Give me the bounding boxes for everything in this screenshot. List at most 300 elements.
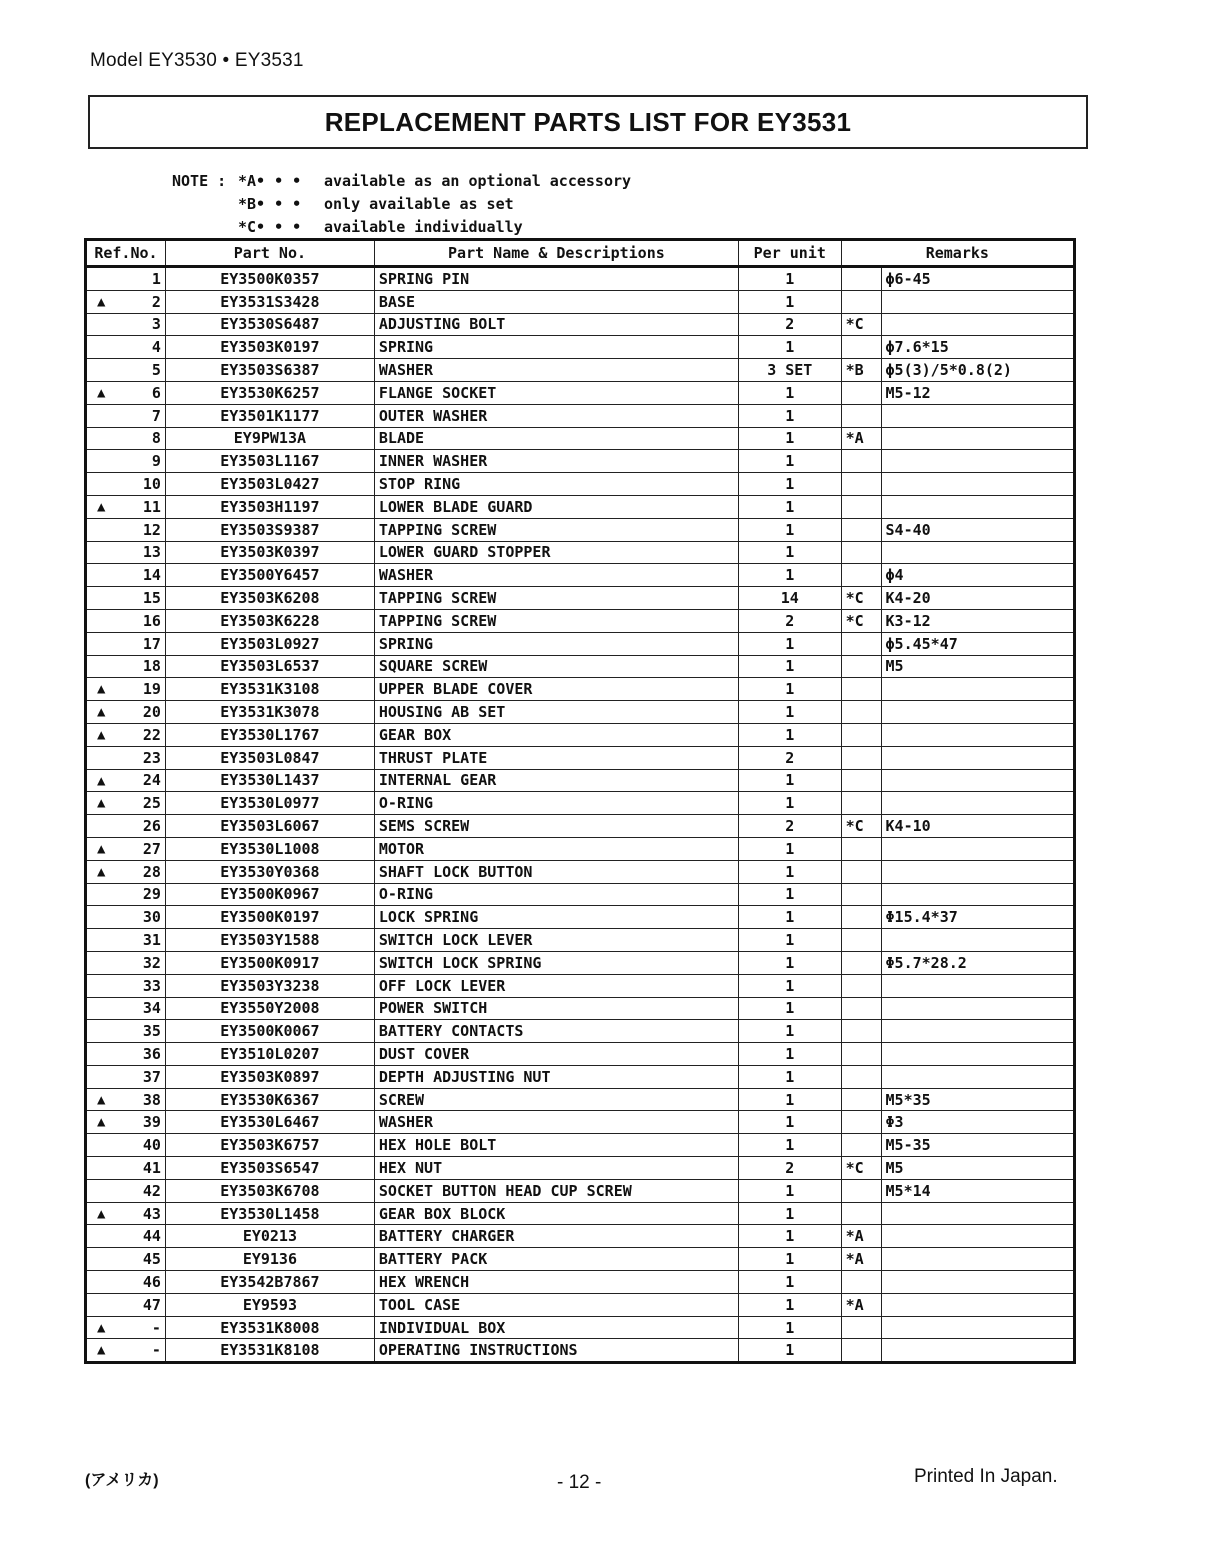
part-name-cell: HEX HOLE BOLT [374, 1134, 738, 1157]
part-name-cell: LOWER GUARD STOPPER [374, 541, 738, 564]
page-number: - 12 - [557, 1472, 602, 1493]
part-no-cell: EY3503K6208 [165, 587, 374, 610]
table-row [86, 359, 1075, 382]
remark-cell: Φ15.4*37 [881, 906, 1074, 929]
ref-cell [86, 1271, 166, 1294]
part-name-cell: DUST COVER [374, 1043, 738, 1066]
per-unit-cell: 1 [738, 860, 841, 883]
remark-code-cell [841, 518, 881, 541]
part-no-cell: EY3530L1767 [165, 723, 374, 746]
remark-cell [881, 1020, 1074, 1043]
ref-number: 11 [142, 497, 161, 516]
remark-code-cell: *A [841, 1225, 881, 1248]
table-row [86, 564, 1075, 587]
remark-cell [881, 541, 1074, 564]
per-unit-cell: 1 [738, 1293, 841, 1316]
part-no-cell: EY3503K0897 [165, 1065, 374, 1088]
remark-code-cell: *C [841, 313, 881, 336]
remark-cell: M5-35 [881, 1134, 1074, 1157]
remark-code-cell [841, 450, 881, 473]
part-name-cell: WASHER [374, 1111, 738, 1134]
triangle-marker-icon: ▲ [97, 498, 106, 515]
table-row [86, 860, 1075, 883]
remark-code-cell [841, 1271, 881, 1294]
table-row [86, 769, 1075, 792]
ref-number: 27 [142, 839, 161, 858]
remark-cell: K4-10 [881, 815, 1074, 838]
remark-code-cell [841, 1179, 881, 1202]
per-unit-cell: 1 [738, 1020, 841, 1043]
col-header-ref: Ref.No. [86, 240, 166, 267]
ref-cell [86, 587, 166, 610]
ref-number: 4 [151, 338, 161, 357]
ref-cell [86, 883, 166, 906]
table-header-row [86, 240, 1075, 267]
per-unit-cell: 1 [738, 1339, 841, 1363]
ref-number: 38 [142, 1090, 161, 1109]
per-unit-cell: 1 [738, 1111, 841, 1134]
ref-number: 17 [142, 634, 161, 653]
remark-code-cell [841, 473, 881, 496]
table-row [86, 1020, 1075, 1043]
part-name-cell: STOP RING [374, 473, 738, 496]
title-box [88, 95, 1088, 149]
part-name-cell: BATTERY PACK [374, 1248, 738, 1271]
ref-number: 9 [151, 452, 161, 471]
part-name-cell: SPRING [374, 632, 738, 655]
triangle-marker-icon: ▲ [97, 1205, 106, 1222]
remark-cell [881, 929, 1074, 952]
remark-code-cell [841, 1134, 881, 1157]
remark-code-cell [841, 1111, 881, 1134]
triangle-marker-icon: ▲ [97, 840, 106, 857]
ref-cell [86, 1043, 166, 1066]
per-unit-cell: 2 [738, 609, 841, 632]
ref-cell [86, 678, 166, 701]
ref-number: 7 [151, 406, 161, 425]
per-unit-cell: 1 [738, 1202, 841, 1225]
ref-cell [86, 769, 166, 792]
ref-cell [86, 1202, 166, 1225]
col-header-part-no: Part No. [165, 240, 374, 267]
ref-number: 5 [151, 361, 161, 380]
remark-cell [881, 404, 1074, 427]
part-no-cell: EY3500K0357 [165, 267, 374, 291]
remark-code-cell: *A [841, 1293, 881, 1316]
remark-code-cell [841, 1202, 881, 1225]
per-unit-cell: 1 [738, 473, 841, 496]
remark-cell [881, 450, 1074, 473]
per-unit-cell: 1 [738, 450, 841, 473]
per-unit-cell: 2 [738, 746, 841, 769]
table-row [86, 723, 1075, 746]
per-unit-cell: 2 [738, 815, 841, 838]
remark-code-cell [841, 929, 881, 952]
part-no-cell: EY9593 [165, 1293, 374, 1316]
ref-cell [86, 359, 166, 382]
per-unit-cell: 1 [738, 427, 841, 450]
part-name-cell: LOCK SPRING [374, 906, 738, 929]
part-no-cell: EY3531K8108 [165, 1339, 374, 1363]
per-unit-cell: 1 [738, 792, 841, 815]
triangle-marker-icon: ▲ [97, 1091, 106, 1108]
ref-number: 47 [142, 1295, 161, 1314]
per-unit-cell: 1 [738, 906, 841, 929]
ref-cell [86, 997, 166, 1020]
part-name-cell: BASE [374, 290, 738, 313]
ref-number: 41 [142, 1158, 161, 1177]
remark-cell [881, 678, 1074, 701]
remark-code-cell [841, 997, 881, 1020]
remark-code-cell [841, 746, 881, 769]
per-unit-cell: 1 [738, 1043, 841, 1066]
part-name-cell: POWER SWITCH [374, 997, 738, 1020]
table-row [86, 381, 1075, 404]
remark-code-cell: *A [841, 1248, 881, 1271]
part-name-cell: DEPTH ADJUSTING NUT [374, 1065, 738, 1088]
per-unit-cell: 1 [738, 837, 841, 860]
ref-number: 13 [142, 543, 161, 562]
table-row [86, 1316, 1075, 1339]
triangle-marker-icon: ▲ [97, 1114, 106, 1131]
table-row [86, 1179, 1075, 1202]
remark-code-cell [841, 1043, 881, 1066]
part-no-cell: EY3503L6537 [165, 655, 374, 678]
per-unit-cell: 1 [738, 1248, 841, 1271]
ref-number: 16 [142, 611, 161, 630]
part-name-cell: SPRING [374, 336, 738, 359]
per-unit-cell: 1 [738, 883, 841, 906]
ref-cell [86, 974, 166, 997]
part-name-cell: WASHER [374, 564, 738, 587]
per-unit-cell: 1 [738, 701, 841, 724]
part-no-cell: EY3510L0207 [165, 1043, 374, 1066]
part-name-cell: O-RING [374, 792, 738, 815]
remark-cell: ϕ4 [881, 564, 1074, 587]
part-name-cell: LOWER BLADE GUARD [374, 495, 738, 518]
table-row [86, 495, 1075, 518]
ref-cell [86, 1134, 166, 1157]
ref-cell [86, 267, 166, 291]
part-name-cell: SOCKET BUTTON HEAD CUP SCREW [374, 1179, 738, 1202]
remark-code-cell [841, 860, 881, 883]
part-name-cell: BLADE [374, 427, 738, 450]
part-name-cell: SWITCH LOCK LEVER [374, 929, 738, 952]
part-name-cell: MOTOR [374, 837, 738, 860]
part-no-cell: EY3503H1197 [165, 495, 374, 518]
triangle-marker-icon: ▲ [97, 704, 106, 721]
remark-code-cell [841, 1020, 881, 1043]
ref-cell [86, 564, 166, 587]
ref-cell [86, 701, 166, 724]
per-unit-cell: 1 [738, 655, 841, 678]
ref-number: 8 [151, 429, 161, 448]
part-no-cell: EY3503L1167 [165, 450, 374, 473]
ref-cell [86, 336, 166, 359]
part-name-cell: GEAR BOX [374, 723, 738, 746]
ref-cell [86, 1248, 166, 1271]
triangle-marker-icon: ▲ [97, 772, 106, 789]
part-name-cell: TAPPING SCREW [374, 587, 738, 610]
remark-cell [881, 1065, 1074, 1088]
remark-code-cell [841, 1088, 881, 1111]
ref-number: 10 [142, 475, 161, 494]
table-row [86, 518, 1075, 541]
part-no-cell: EY3500K0917 [165, 951, 374, 974]
remark-cell: K4-20 [881, 587, 1074, 610]
table-row [86, 609, 1075, 632]
remark-code-cell [841, 723, 881, 746]
part-name-cell: BATTERY CONTACTS [374, 1020, 738, 1043]
col-header-per-unit: Per unit [738, 240, 841, 267]
table-row [86, 336, 1075, 359]
ref-number: 40 [142, 1136, 161, 1155]
part-no-cell: EY3503K6757 [165, 1134, 374, 1157]
table-row [86, 427, 1075, 450]
part-no-cell: EY3500K0067 [165, 1020, 374, 1043]
part-name-cell: OFF LOCK LEVER [374, 974, 738, 997]
ref-cell [86, 792, 166, 815]
table-row [86, 678, 1075, 701]
remark-cell [881, 837, 1074, 860]
ref-cell [86, 473, 166, 496]
ref-cell [86, 655, 166, 678]
remark-cell [881, 701, 1074, 724]
part-name-cell: HOUSING AB SET [374, 701, 738, 724]
remark-cell [881, 1225, 1074, 1248]
part-no-cell: EY3503L6067 [165, 815, 374, 838]
remark-code-cell [841, 655, 881, 678]
part-no-cell: EY9PW13A [165, 427, 374, 450]
per-unit-cell: 1 [738, 632, 841, 655]
part-no-cell: EY3531S3428 [165, 290, 374, 313]
table-row [86, 883, 1075, 906]
footer-region-label: (アメリカ) [85, 1472, 159, 1489]
part-name-cell: BATTERY CHARGER [374, 1225, 738, 1248]
remark-cell: ϕ6-45 [881, 267, 1074, 291]
ref-cell [86, 541, 166, 564]
part-no-cell: EY3503L0927 [165, 632, 374, 655]
triangle-marker-icon: ▲ [97, 681, 106, 698]
ref-number: 34 [142, 999, 161, 1018]
note-prefix [172, 193, 238, 216]
part-no-cell: EY3530K6257 [165, 381, 374, 404]
part-name-cell: TOOL CASE [374, 1293, 738, 1316]
ref-number: 18 [142, 657, 161, 676]
part-name-cell: SEMS SCREW [374, 815, 738, 838]
ref-cell [86, 427, 166, 450]
ref-number: 36 [142, 1044, 161, 1063]
ref-number: 37 [142, 1067, 161, 1086]
note-text: only available as set [324, 195, 514, 213]
ref-number: 2 [151, 292, 161, 311]
table-row [86, 473, 1075, 496]
per-unit-cell: 1 [738, 997, 841, 1020]
table-row [86, 1157, 1075, 1180]
ref-cell [86, 1339, 166, 1363]
ref-number: 12 [142, 520, 161, 539]
ref-cell [86, 1179, 166, 1202]
table-row [86, 906, 1075, 929]
part-name-cell: WASHER [374, 359, 738, 382]
remark-code-cell [841, 404, 881, 427]
remark-code-cell [841, 564, 881, 587]
ref-number: 42 [142, 1181, 161, 1200]
note-row [172, 193, 631, 216]
table-row [86, 1271, 1075, 1294]
remark-cell [881, 792, 1074, 815]
triangle-marker-icon: ▲ [97, 293, 106, 310]
ref-cell [86, 495, 166, 518]
table-row [86, 290, 1075, 313]
table-row [86, 997, 1075, 1020]
remark-cell [881, 974, 1074, 997]
part-name-cell: OUTER WASHER [374, 404, 738, 427]
per-unit-cell: 1 [738, 404, 841, 427]
note-prefix: NOTE : [172, 172, 227, 190]
per-unit-cell: 14 [738, 587, 841, 610]
table-row [86, 541, 1075, 564]
table-row [86, 974, 1075, 997]
remark-cell [881, 1293, 1074, 1316]
remark-code-cell [841, 883, 881, 906]
table-row [86, 1339, 1075, 1363]
table-row [86, 1088, 1075, 1111]
ref-number: 45 [142, 1250, 161, 1269]
part-no-cell: EY3500Y6457 [165, 564, 374, 587]
ref-number: 30 [142, 908, 161, 927]
table-row [86, 1202, 1075, 1225]
part-name-cell: SQUARE SCREW [374, 655, 738, 678]
remark-cell [881, 860, 1074, 883]
ref-number: 32 [142, 953, 161, 972]
remark-cell [881, 1339, 1074, 1363]
triangle-marker-icon: ▲ [97, 384, 106, 401]
remark-code-cell [841, 381, 881, 404]
triangle-marker-icon: ▲ [97, 863, 106, 880]
per-unit-cell: 3 SET [738, 359, 841, 382]
remark-code-cell: *C [841, 815, 881, 838]
table-row [86, 1043, 1075, 1066]
remark-cell [881, 1248, 1074, 1271]
part-name-cell: SHAFT LOCK BUTTON [374, 860, 738, 883]
part-no-cell: EY3531K8008 [165, 1316, 374, 1339]
note-code: *C• • • [238, 218, 302, 236]
ref-number: 3 [151, 315, 161, 334]
remark-code-cell [841, 906, 881, 929]
remark-code-cell [841, 290, 881, 313]
remark-cell [881, 746, 1074, 769]
ref-number: 26 [142, 817, 161, 836]
table-row [86, 313, 1075, 336]
ref-cell [86, 1020, 166, 1043]
ref-number: 31 [142, 931, 161, 949]
ref-number: - [151, 1341, 161, 1360]
ref-cell [86, 632, 166, 655]
remark-cell [881, 883, 1074, 906]
part-no-cell: EY0213 [165, 1225, 374, 1248]
table-row [86, 1248, 1075, 1271]
part-no-cell: EY3530L1008 [165, 837, 374, 860]
part-name-cell: INTERNAL GEAR [374, 769, 738, 792]
table-row [86, 837, 1075, 860]
per-unit-cell: 1 [738, 1225, 841, 1248]
part-no-cell: EY3503K6228 [165, 609, 374, 632]
ref-cell [86, 1065, 166, 1088]
remark-cell [881, 313, 1074, 336]
ref-cell [86, 1293, 166, 1316]
part-name-cell: SWITCH LOCK SPRING [374, 951, 738, 974]
ref-number: 44 [142, 1227, 161, 1246]
per-unit-cell: 1 [738, 290, 841, 313]
ref-cell [86, 1111, 166, 1134]
table-row [86, 1065, 1075, 1088]
ref-cell [86, 404, 166, 427]
per-unit-cell: 1 [738, 1316, 841, 1339]
per-unit-cell: 1 [738, 1088, 841, 1111]
remark-cell: ϕ5.45*47 [881, 632, 1074, 655]
per-unit-cell: 1 [738, 1065, 841, 1088]
remark-code-cell [841, 769, 881, 792]
model-label: Model EY3530 • EY3531 [90, 50, 304, 71]
part-name-cell: SCREW [374, 1088, 738, 1111]
remark-cell [881, 1043, 1074, 1066]
ref-number: 14 [142, 566, 161, 585]
ref-cell [86, 860, 166, 883]
part-name-cell: O-RING [374, 883, 738, 906]
ref-cell [86, 951, 166, 974]
table-row [86, 929, 1075, 952]
remark-cell [881, 427, 1074, 450]
table-row [86, 701, 1075, 724]
ref-number: 46 [142, 1272, 161, 1291]
part-no-cell: EY3500K0197 [165, 906, 374, 929]
part-name-cell: ADJUSTING BOLT [374, 313, 738, 336]
ref-cell [86, 1157, 166, 1180]
note-row [172, 170, 631, 193]
table-body [86, 267, 1075, 1363]
per-unit-cell: 1 [738, 267, 841, 291]
table-row [86, 587, 1075, 610]
ref-number: 35 [142, 1022, 161, 1041]
ref-number: 29 [142, 885, 161, 904]
ref-number: 19 [142, 680, 161, 699]
ref-number: 23 [142, 748, 161, 767]
remark-code-cell: *C [841, 1157, 881, 1180]
remark-code-cell [841, 974, 881, 997]
part-no-cell: EY3531K3108 [165, 678, 374, 701]
remark-cell [881, 769, 1074, 792]
part-name-cell: INDIVIDUAL BOX [374, 1316, 738, 1339]
printed-in-label: Printed In Japan. [914, 1466, 1058, 1487]
part-no-cell: EY3530L1458 [165, 1202, 374, 1225]
per-unit-cell: 1 [738, 381, 841, 404]
per-unit-cell: 1 [738, 564, 841, 587]
remark-code-cell: *C [841, 587, 881, 610]
per-unit-cell: 1 [738, 495, 841, 518]
remark-code-cell [841, 336, 881, 359]
col-header-remarks: Remarks [841, 240, 1074, 267]
table-row [86, 450, 1075, 473]
ref-cell [86, 1088, 166, 1111]
per-unit-cell: 1 [738, 1271, 841, 1294]
per-unit-cell: 1 [738, 678, 841, 701]
page-title: REPLACEMENT PARTS LIST FOR EY3531 [324, 106, 852, 137]
triangle-marker-icon: ▲ [97, 1342, 106, 1359]
triangle-marker-icon: ▲ [97, 726, 106, 743]
per-unit-cell: 1 [738, 929, 841, 952]
ref-number: 25 [142, 794, 161, 813]
